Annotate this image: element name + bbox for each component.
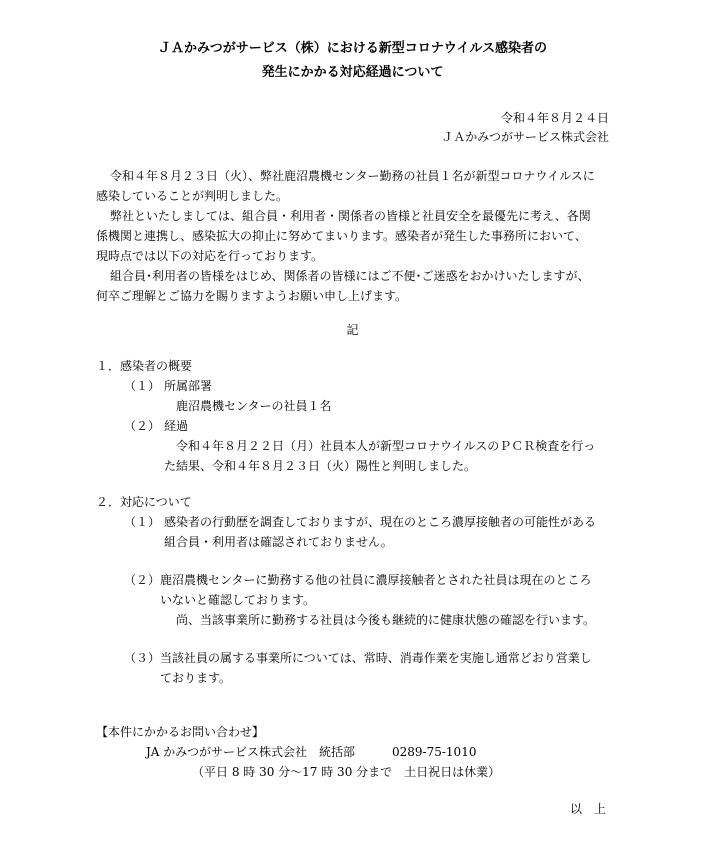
- section-2-item-2-line: 尚、当該事業所に勤務する社員は今後も継続的に健康状態の確認を行います。: [176, 613, 596, 627]
- section-1-item-2-label: （２）: [124, 419, 161, 433]
- section-1-item-1-title: 所属部署: [164, 379, 213, 393]
- intro-line: 現時点では以下の対応を行っております。: [96, 249, 324, 263]
- company-name: ＪＡかみつがサービス株式会社: [441, 130, 609, 144]
- contact-hours: （平日 8 時 30 分～17 時 30 分まで 土日祝日は休業）: [192, 765, 501, 779]
- document-title-line-1: ＪＡかみつがサービス（株）における新型コロナウイルス感染者の: [158, 41, 547, 56]
- section-1-item-1-body: 鹿沼農機センターの社員１名: [176, 399, 332, 413]
- intro-line: 令和４年８月２３日（火）、弊社鹿沼農機センター勤務の社員１名が新型コロナウイルスに: [110, 169, 595, 183]
- contact-organization: JA かみつがサービス株式会社 統括部: [146, 745, 356, 759]
- intro-line: 感染していることが判明しました。: [96, 189, 289, 203]
- closing-mark: 以 上: [570, 802, 607, 816]
- contact-phone: 0289-75-1010: [392, 745, 477, 759]
- ki-marker: 記: [346, 323, 359, 337]
- section-1-item-2-body-line: 令和４年８月２２日（月）社員本人が新型コロナウイルスのＰＣＲ検査を行っ: [176, 439, 596, 453]
- document-date: 令和４年８月２４日: [500, 111, 609, 125]
- contact-heading: 【本件にかかるお問い合わせ】: [96, 725, 265, 739]
- section-2-item-2-label: （２）: [124, 573, 161, 587]
- section-2-item-3-line: ております。: [160, 671, 232, 685]
- section-2-item-3-line: 当該社員の属する事業所については、常時、消毒作業を実施し通常どおり営業し: [160, 651, 592, 665]
- section-2-item-1-label: （１）: [124, 515, 161, 529]
- section-1-item-2-title: 経過: [164, 419, 189, 433]
- section-2-item-3-label: （３）: [124, 651, 161, 665]
- section-2-item-1-line: 組合員・利用者は確認されておりません。: [164, 535, 393, 549]
- section-2-heading: ２．対応について: [96, 495, 192, 509]
- section-1-item-2-body-line: た結果、令和４年８月２３日（火）陽性と判明しました。: [164, 459, 477, 473]
- intro-line: 何卒ご理解とご協力を賜りますようお願い申し上げます。: [96, 289, 408, 303]
- section-2-item-2-line: 鹿沼農機センターに勤務する他の社員に濃厚接触者とされた社員は現在のところ: [160, 573, 592, 587]
- section-2-item-1-line: 感染者の行動歴を調査しておりますが、現在のところ濃厚接触者の可能性がある: [164, 515, 597, 529]
- section-1-item-1-label: （１）: [124, 379, 161, 393]
- intro-line: 組合員･利用者の皆様をはじめ、関係者の皆様にはご不便･ご迷惑をおかけいたしますが、: [110, 269, 590, 283]
- intro-line: 弊社といたしましては、組合員・利用者・関係者の皆様と社員安全を最優先に考え、各関: [110, 209, 591, 223]
- section-1-heading: １．感染者の概要: [96, 359, 193, 373]
- section-2-item-2-line: いないと確認しております。: [160, 593, 316, 607]
- document-title-line-2: 発生にかかる対応経過について: [261, 65, 444, 80]
- intro-line: 係機関と連携し、感染拡大の抑止に努めてまいります。感染者が発生した事務所において、: [96, 229, 587, 243]
